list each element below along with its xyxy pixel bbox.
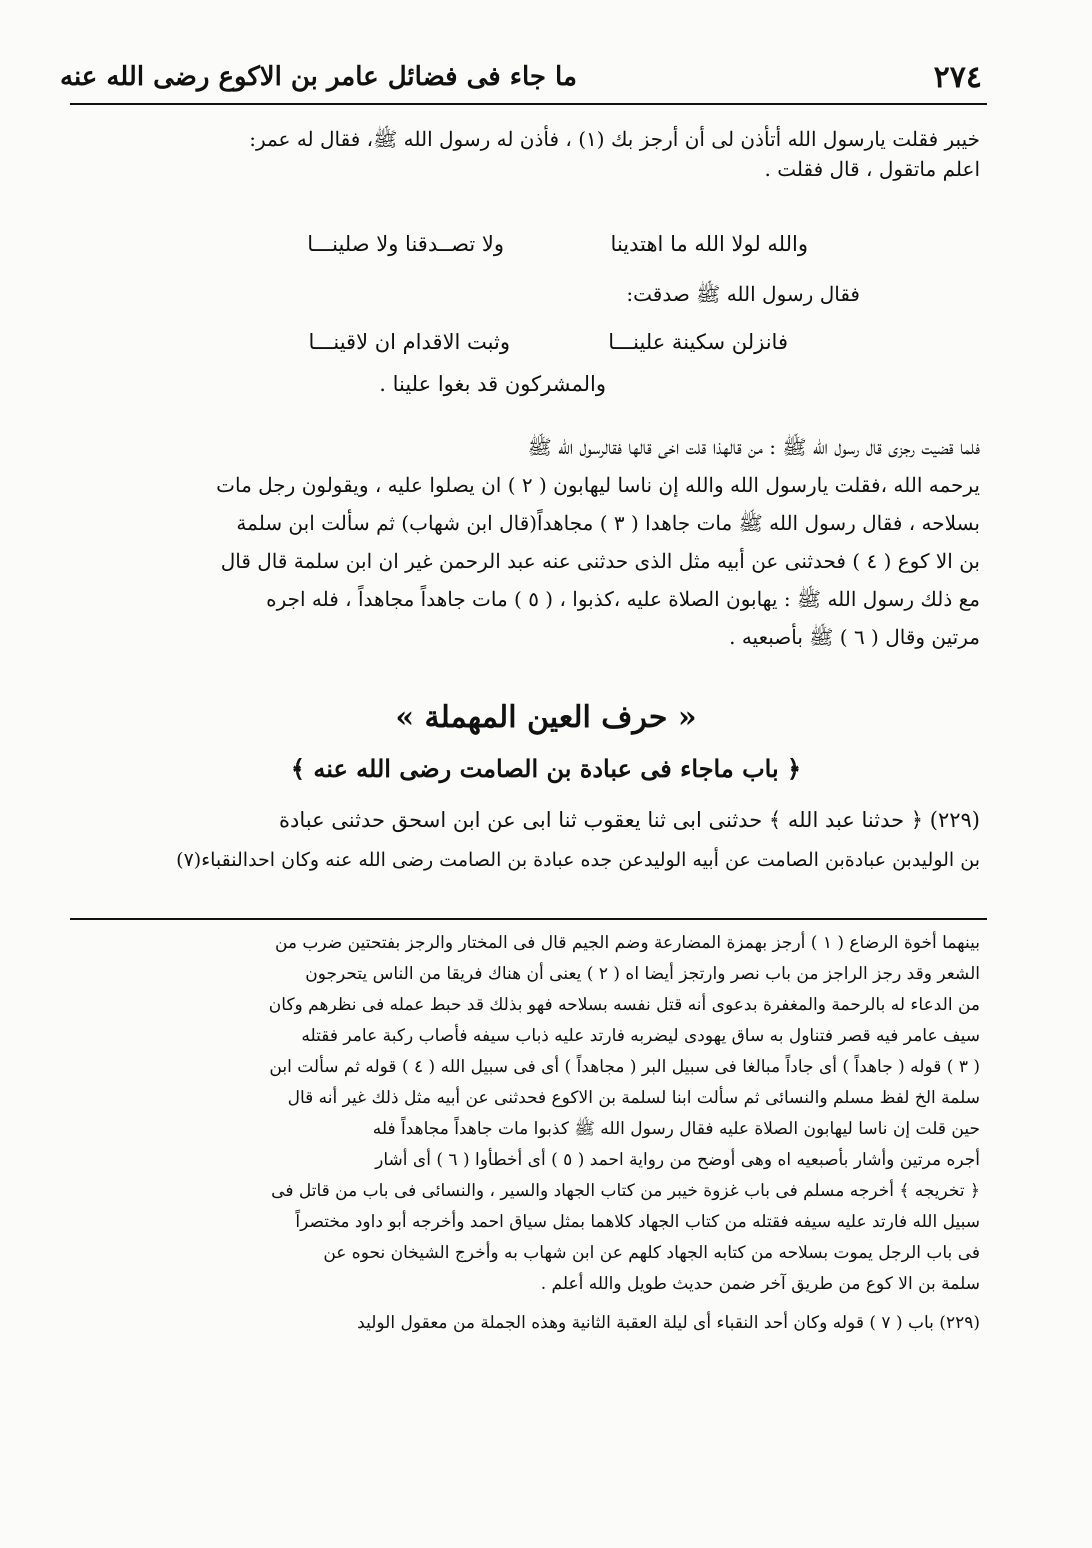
verse-hemistich: والله لولا الله ما اهتدينا — [610, 232, 808, 256]
intro-text — [72, 124, 980, 184]
footnote-line: ﴿ تخريجه ﴾ أخرجه مسلم فى باب غزوة خيبر من كتاب الجهاد والسير ، والنسائى فى باب من قاتل فى — [271, 1181, 980, 1201]
section-heading-bab: ﴿ باب ماجاء فى عبادة بن الصامت رضى الله عنه ﴾ — [290, 754, 802, 783]
text-line: خيبر فقلت يارسول الله أتأذن لى أن أرجز بك (١) ، فأذن له رسول الله ﷺ، فقال له عمر: — [249, 127, 980, 151]
footnote-rule — [70, 918, 987, 920]
text-line: مرتين وقال ( ٦ ) ﷺ بأصبعيه . — [729, 625, 980, 649]
text-line: مع ذلك رسول الله ﷺ : يهابون الصلاة عليه ،كذبوا ، ( ٥ ) مات جاهداً مجاهداً ، فله اجره — [266, 587, 980, 611]
running-title: ما جاء فى فضائل عامر بن الاكوع رضى الله عنه — [60, 62, 577, 92]
footnote-line: (٢٢٩) باب ( ٧ ) قوله وكان أحد النقباء أى ليلة العقبة الثانية وهذه الجملة من معقول الوليد — [357, 1313, 980, 1333]
narration-paragraph — [72, 428, 980, 656]
text-line: يرحمه الله ،فقلت يارسول الله والله إن ناسا ليهابون ( ٢ ) ان يصلوا عليه ، ويقولون رجل مات — [216, 473, 980, 497]
footnote-line: سيف عامر فيه قصر فتناول به ساق يهودى ليضربه فارتد عليه ذباب سيفه فأصاب ركبة عامر فقتله — [301, 1026, 980, 1046]
verse-line: والمشركون قد بغوا علينا . — [379, 372, 606, 396]
footnote-line: بينهما أخوة الرضاع ( ١ ) أرجز بهمزة المضارعة وضم الجيم قال فى المختار والرجز بفتحتين ضرب من — [274, 933, 980, 953]
text-line: اعلم ماتقول ، قال فقلت . — [764, 157, 980, 181]
text-line: فلما قضيت رجزى قال رسول الله ﷺ : من قالهذا قلت اخى قالها فقالرسول الله ﷺ — [527, 435, 980, 459]
footnote-line: فى باب الرجل يموت بسلاحه من كتابه الجهاد كلهم عن ابن شهاب به وأخرج الشيخان نحوه عن — [323, 1243, 980, 1263]
page-number: ٢٧٤ — [933, 59, 982, 95]
footnote-line: سلمة الخ لفظ مسلم والنسائى ثم سألت ابنا لسلمة بن الاكوع فحدثنى عن أبيه مثل ذلك غير أنه قال — [287, 1088, 980, 1108]
text-line: بن الوليدبن عبادةبن الصامت عن أبيه الوليدعن جده عبادة بن الصامت رضى الله عنه وكان احدالنقباء(٧) — [176, 849, 980, 871]
prose-line: فقال رسول الله ﷺ صدقت: — [626, 282, 860, 306]
header-rule — [70, 103, 987, 105]
hadith-text — [72, 800, 980, 880]
footnotes — [72, 928, 980, 1339]
footnote-line: حين قلت إن ناسا ليهابون الصلاة عليه فقال رسول الله ﷺ كذبوا مات جاهداً مجاهداً فله — [372, 1119, 980, 1139]
page-header — [60, 52, 982, 102]
footnote-line: سلمة بن الا كوع من طريق آخر ضمن حديث طويل والله أعلم . — [540, 1274, 980, 1294]
footnote-line: سبيل الله فارتد عليه سيفه فقتله من كتاب الجهاد كلاهما بمثل سياق احمد وأخرجه أبو داود مختصراً — [295, 1212, 980, 1232]
text-line: بسلاحه ، فقال رسول الله ﷺ مات جاهدا ( ٣ ) مجاهداً(قال ابن شهاب) ثم سألت ابن سلمة — [236, 511, 980, 535]
verse-hemistich: ولا تصــدقنا ولا صلينـــا — [307, 232, 504, 256]
footnote-line: ( ٣ ) قوله ( جاهداً ) أى جاداً مبالغا فى سبيل البر ( مجاهداً ) أى فى سبيل الله ( ٤ ) قوله ثم سألت ابن — [269, 1057, 980, 1077]
footnote-line: الشعر وقد رجز الراجز من باب نصر وارتجز أيضا اه ( ٢ ) يعنى أن هناك فريقا من الناس يتحرجون — [305, 964, 980, 984]
footnote-line: من الدعاء له بالرحمة والمغفرة بدعوى أنه قتل نفسه بسلاحه فهو بذلك قد حبط عمله فى نظرهم وكان — [268, 995, 980, 1015]
verse-hemistich: فانزلن سكينة علينـــا — [608, 330, 788, 354]
text-line: بن الا كوع ( ٤ ) فحدثنى عن أبيه مثل الذى حدثنى عنه عبد الرحمن غير ان ابن سلمة قال قال — [220, 549, 980, 573]
footnote-line: أجره مرتين وأشار بأصبعيه اه وهى أوضح من رواية احمد ( ٥ ) أى أخطأوا ( ٦ ) أى أشار — [375, 1150, 980, 1170]
verse-hemistich: وثبت الاقدام ان لاقينـــا — [308, 330, 510, 354]
text-line: (٢٢٩) ﴿ حدثنا عبد الله ﴾ حدثنى ابى ثنا يعقوب ثنا ابى عن ابن اسحق حدثنى عبادة — [279, 808, 980, 832]
section-heading-letter: « حرف العين المهملة » — [395, 700, 697, 735]
